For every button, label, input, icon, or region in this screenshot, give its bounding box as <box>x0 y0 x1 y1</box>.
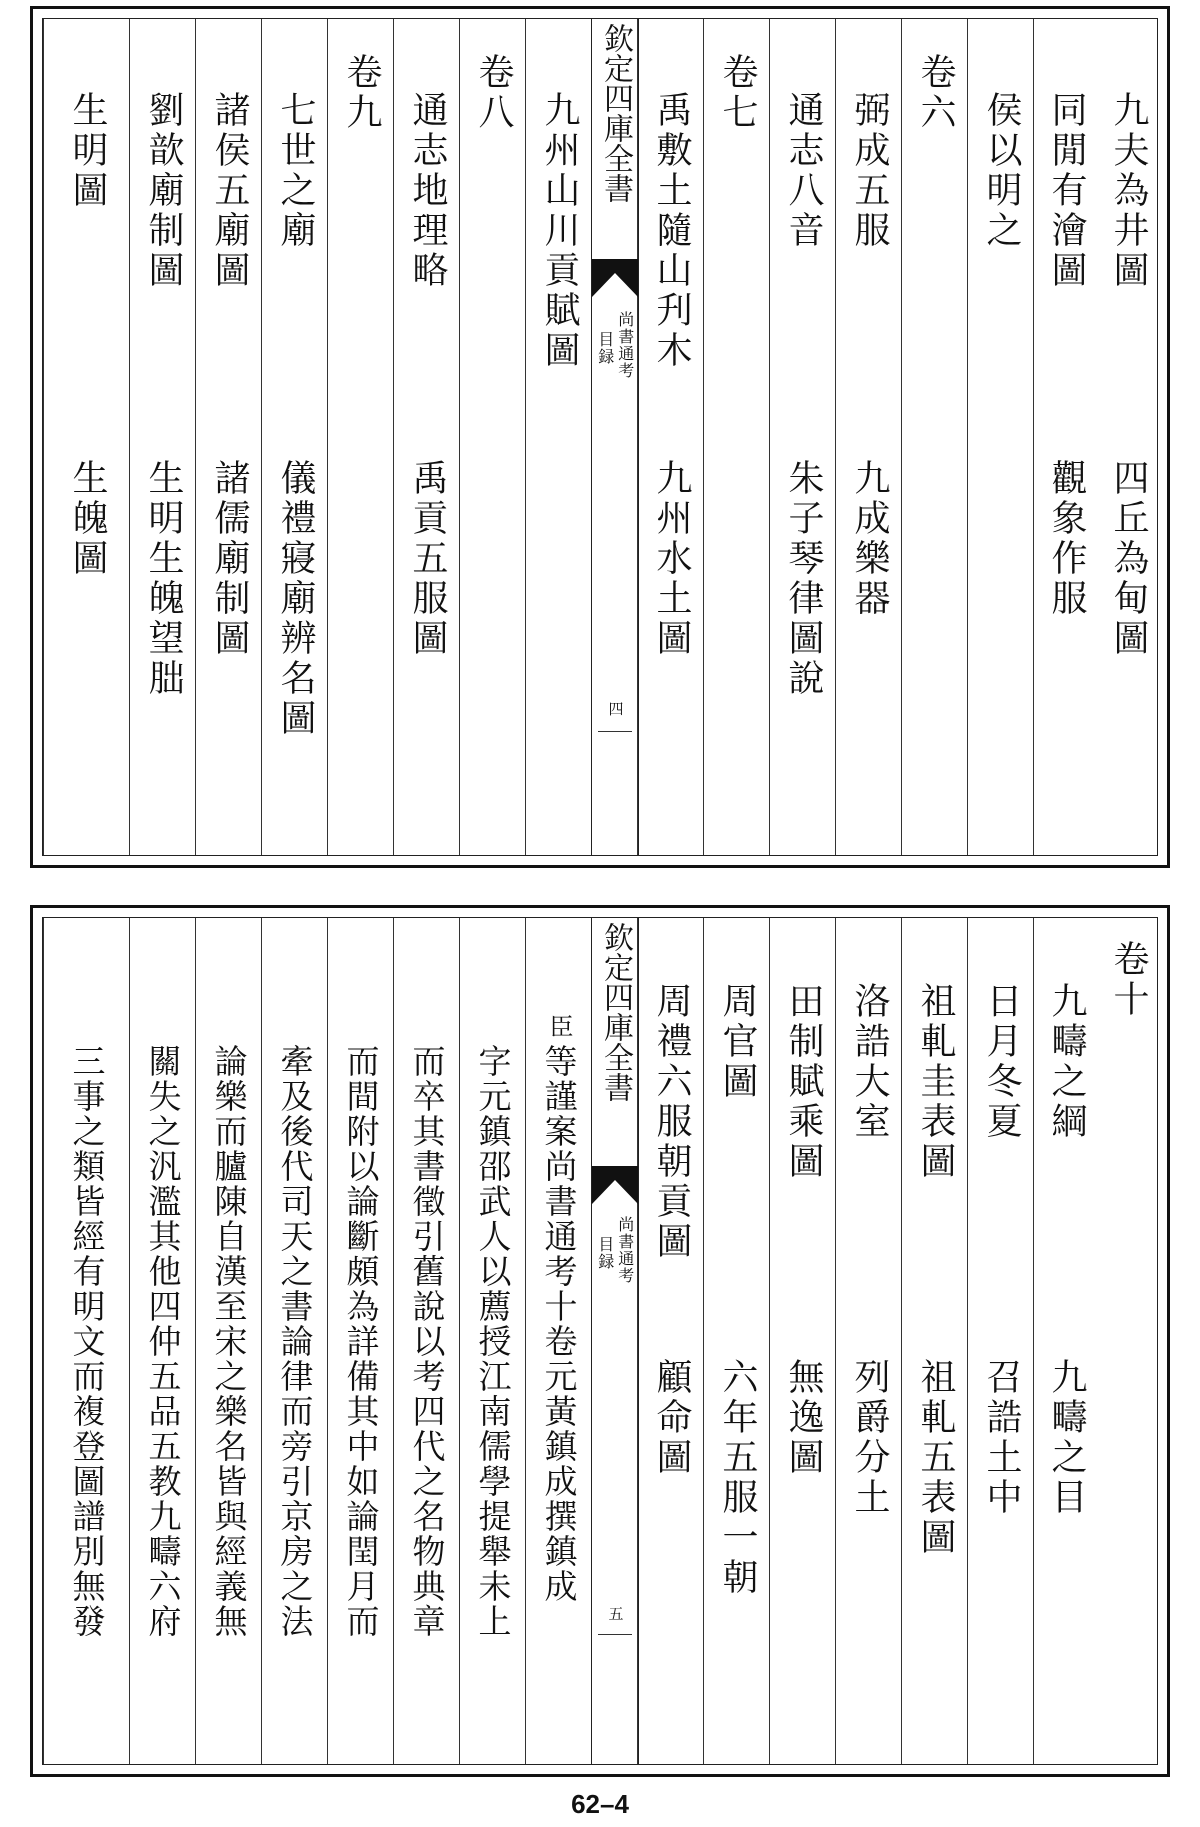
entry-title: 諸侯五廟圖 <box>209 91 250 291</box>
entry-title: 禹敷土隨山刋木 <box>651 91 692 371</box>
entry-title: 洛誥大室 <box>849 982 890 1142</box>
entry-title: 顧命圖 <box>651 1358 692 1478</box>
note-line: 而卒其書徵引舊說以考四代之名物典章 <box>407 1044 447 1639</box>
note-col-1 <box>525 918 592 1764</box>
entry-title: 通志八音 <box>783 91 824 251</box>
entry-title: 九疇之目 <box>1046 1358 1087 1518</box>
entry-title: 生明生魄望朏 <box>143 459 184 699</box>
note-col-3 <box>393 918 460 1764</box>
entry-title: 生魄圖 <box>67 459 108 579</box>
top-col-5 <box>835 19 902 855</box>
top-col-1 <box>1097 19 1159 855</box>
bot-col-6 <box>769 918 836 1764</box>
note-line: 論樂而臚陳自漢至宋之樂名皆與經義無 <box>209 1044 249 1639</box>
entry-title: 周官圖 <box>717 982 758 1102</box>
bot-col-2 <box>1033 918 1098 1764</box>
bottom-page <box>30 905 1170 1777</box>
volume-heading: 卷七 <box>717 53 758 133</box>
top-col-10 <box>459 19 526 855</box>
top-col-16 <box>43 19 130 855</box>
entry-title: 六年五服一朝 <box>717 1358 758 1598</box>
note-col-5 <box>261 918 328 1764</box>
entry-title: 觀象作服 <box>1046 459 1087 619</box>
entry-title: 通志地理略 <box>407 91 448 291</box>
note-col-4 <box>327 918 394 1764</box>
page-footer-number: 62–4 <box>571 1789 629 1819</box>
fold-title: 欽定四庫全書 <box>598 23 633 203</box>
note-line: 而間附以論斷頗為詳備其中如論閏月而 <box>341 1044 381 1639</box>
entry-title: 侯以明之 <box>981 91 1022 251</box>
volume-heading: 卷八 <box>473 53 514 133</box>
top-col-9 <box>525 19 592 855</box>
note-line: 關失之汎濫其他四仲五品五教九疇六府 <box>143 1044 183 1639</box>
bot-col-3 <box>967 918 1034 1764</box>
entry-title: 九疇之綱 <box>1046 982 1087 1142</box>
note-line: 字元鎮邵武人以薦授江南儒學提舉未上 <box>473 1044 513 1639</box>
note-prefix: 臣 <box>545 1014 573 1042</box>
bot-col-4 <box>901 918 968 1764</box>
bot-col-1 <box>1097 918 1159 1764</box>
note-col-7 <box>129 918 196 1764</box>
entry-title: 朱子琴律圖說 <box>783 459 824 699</box>
entry-title: 禹貢五服圖 <box>407 459 448 659</box>
top-col-2 <box>1033 19 1098 855</box>
top-page <box>30 6 1170 868</box>
fishtail-mark <box>592 259 638 297</box>
top-page-frame <box>42 18 1158 856</box>
top-col-14 <box>195 19 262 855</box>
fold-rule <box>598 731 632 732</box>
bot-col-8 <box>637 918 704 1764</box>
entry-title: 祖軋圭表圖 <box>915 982 956 1182</box>
bot-col-5 <box>835 918 902 1764</box>
entry-title: 九州山川貢賦圖 <box>539 91 580 371</box>
entry-title: 同閒有澮圖 <box>1046 91 1087 291</box>
top-col-13 <box>261 19 328 855</box>
entry-title: 周禮六服朝貢圖 <box>651 982 692 1262</box>
fold-page-number: 四 <box>606 701 625 716</box>
center-fold <box>591 19 639 855</box>
fold-book-title: 尚書通考 <box>615 311 635 379</box>
entry-title: 無逸圖 <box>783 1358 824 1478</box>
note-line: 三事之類皆經有明文而複登圖譜別無發 <box>67 1044 107 1639</box>
volume-heading: 卷六 <box>915 53 956 133</box>
bot-col-7 <box>703 918 770 1764</box>
entry-title: 列爵分土 <box>849 1358 890 1518</box>
entry-title: 劉歆廟制圖 <box>143 91 184 291</box>
fold-book-title: 尚書通考 <box>615 1216 635 1284</box>
entry-title: 七世之廟 <box>275 91 316 251</box>
fold-title: 欽定四庫全書 <box>598 922 633 1102</box>
entry-title: 召誥土中 <box>981 1358 1022 1518</box>
top-col-7 <box>703 19 770 855</box>
note-line: 等謹案尚書通考十卷元黃鎮成撰鎮成 <box>539 1044 579 1604</box>
top-col-12 <box>327 19 394 855</box>
entry-title: 諸儒廟制圖 <box>209 459 250 659</box>
volume-heading: 卷十 <box>1108 940 1149 1020</box>
entry-title: 九州水土圖 <box>651 459 692 659</box>
top-col-15 <box>129 19 196 855</box>
center-fold <box>591 918 639 1764</box>
top-col-11 <box>393 19 460 855</box>
fishtail-mark <box>592 1166 638 1204</box>
entry-title: 田制賦乘圖 <box>783 982 824 1182</box>
entry-title: 九成樂器 <box>849 459 890 619</box>
fold-page-number: 五 <box>606 1606 625 1621</box>
fold-section: 目録 <box>595 331 615 365</box>
top-col-4 <box>901 19 968 855</box>
bottom-page-frame <box>42 917 1158 1765</box>
entry-title: 九夫為井圖 <box>1108 91 1149 291</box>
top-col-3 <box>967 19 1034 855</box>
top-col-6 <box>769 19 836 855</box>
entry-title: 生明圖 <box>67 91 108 211</box>
entry-title: 儀禮寢廟辨名圖 <box>275 459 316 739</box>
note-col-6 <box>195 918 262 1764</box>
entry-title: 日月冬夏 <box>981 982 1022 1142</box>
fold-rule <box>598 1634 632 1635</box>
volume-heading: 卷九 <box>341 53 382 133</box>
note-col-2 <box>459 918 526 1764</box>
fold-section: 目録 <box>595 1236 615 1270</box>
top-col-8 <box>637 19 704 855</box>
note-line: 牽及後代司天之書論律而旁引京房之法 <box>275 1044 315 1639</box>
entry-title: 弼成五服 <box>849 91 890 251</box>
note-col-8 <box>43 918 130 1764</box>
entry-title: 四丘為甸圖 <box>1108 459 1149 659</box>
entry-title: 祖軋五表圖 <box>915 1358 956 1558</box>
